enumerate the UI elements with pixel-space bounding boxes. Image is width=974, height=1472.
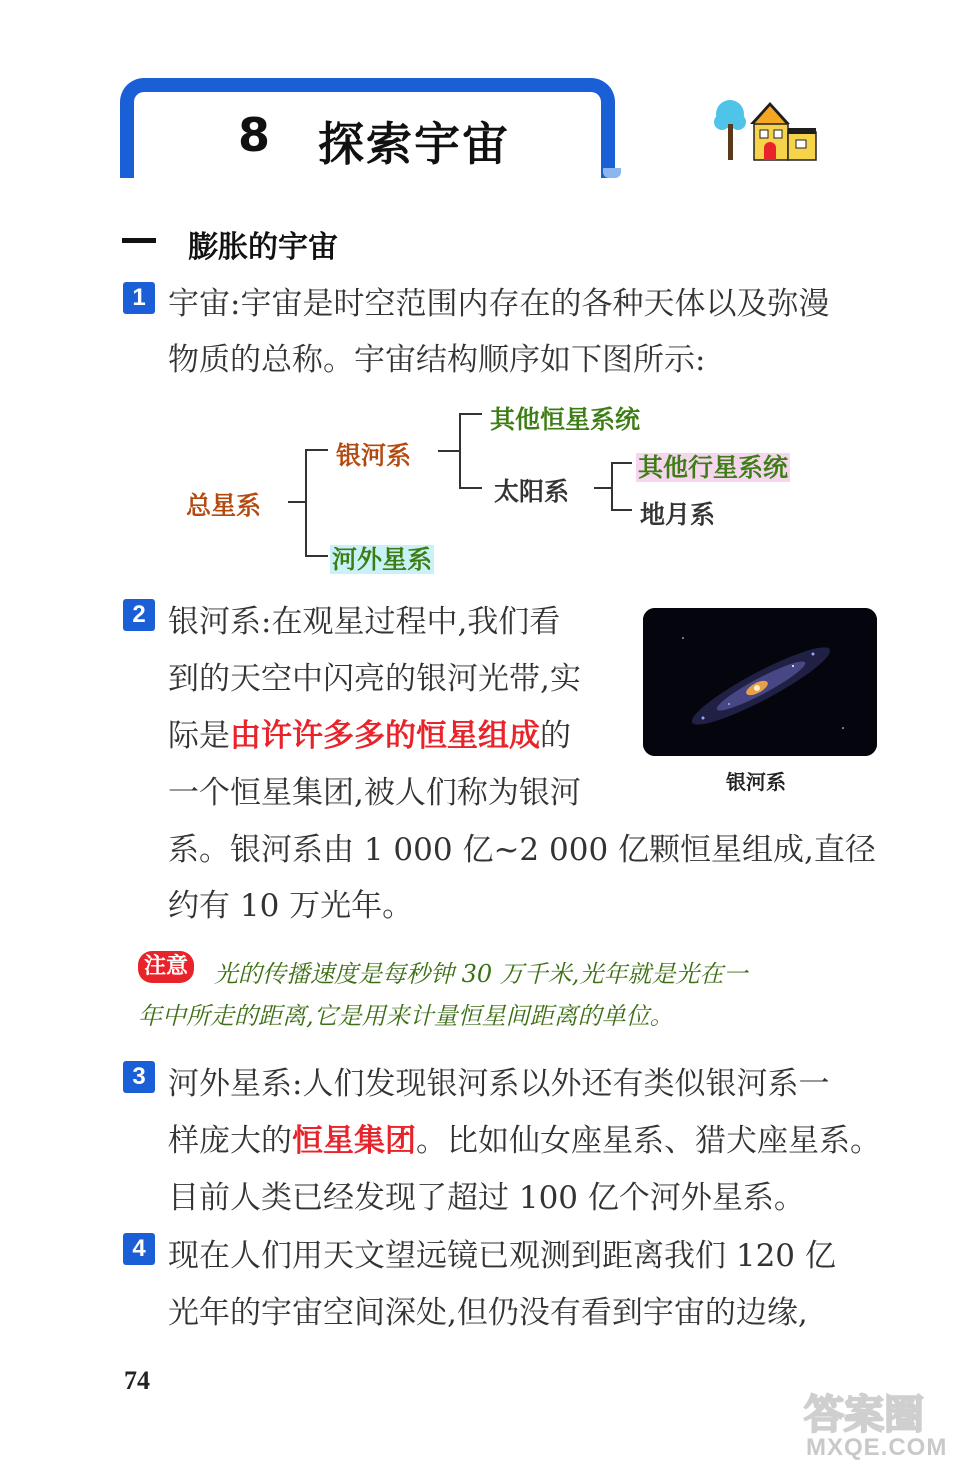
paragraph-line-mixed	[168, 710, 571, 755]
section-title: 膨胀的宇宙	[188, 230, 338, 265]
emphasis-text: 恒星集团	[292, 1123, 416, 1159]
text-run: 际是	[168, 718, 230, 754]
item-number-badge: 1	[123, 282, 155, 314]
house-tree-icon	[714, 96, 818, 162]
tree-node-other-planet-systems: 其他行星系统	[638, 453, 789, 482]
text-run: 样庞大的	[168, 1123, 292, 1159]
item-number-badge: 3	[123, 1061, 155, 1093]
tree-node-extragalactic: 河外星系	[332, 545, 433, 574]
paragraph-line: 约有 10 万光年。	[168, 888, 414, 924]
tree-node-milky-way: 银河系	[336, 441, 412, 470]
watermark-logo-text: 答案圈	[804, 1392, 924, 1438]
note-line: 年中所走的距离,它是用来计量恒星间距离的单位。	[138, 1002, 674, 1030]
paragraph-line: 目前人类已经发现了超过 100 亿个河外星系。	[168, 1180, 805, 1216]
note-badge: 注意	[138, 951, 194, 983]
item-number-badge: 4	[123, 1233, 155, 1265]
paragraph-line: 河外星系:人们发现银河系以外还有类似银河系一	[168, 1066, 830, 1102]
text-run: 的	[540, 718, 571, 754]
note-line: 光的传播速度是每秒钟 30 万千米,光年就是光在一	[214, 960, 748, 988]
paragraph-line: 系。银河系由 1 000 亿~2 000 亿颗恒星组成,直径	[168, 832, 876, 868]
paragraph-line: 现在人们用天文望远镜已观测到距离我们 120 亿	[168, 1238, 836, 1274]
chapter-number: 8	[238, 108, 271, 162]
item-number-badge: 2	[123, 599, 155, 631]
tree-node-earth-moon: 地月系	[640, 500, 716, 529]
paragraph-line-mixed	[168, 1115, 881, 1160]
paragraph-line: 物质的总称。宇宙结构顺序如下图所示:	[168, 342, 706, 378]
paragraph-line: 一个恒星集团,被人们称为银河	[168, 775, 581, 811]
text-run: 。比如仙女座星系、猎犬座星系。	[416, 1123, 881, 1159]
page-number: 74	[124, 1366, 150, 1395]
tree-node-solar-system: 太阳系	[494, 477, 570, 506]
watermark-text: MXQE.COM	[806, 1434, 948, 1461]
emphasis-text: 由许许多多的恒星组成	[230, 718, 540, 754]
paragraph-line: 光年的宇宙空间深处,但仍没有看到宇宙的边缘,	[168, 1295, 808, 1331]
paragraph-line: 银河系:在观星过程中,我们看	[168, 604, 561, 640]
galaxy-photo	[643, 608, 877, 756]
tree-node-other-star-systems: 其他恒星系统	[490, 405, 641, 434]
chapter-title: 探索宇宙	[318, 117, 510, 171]
paragraph-line: 宇宙:宇宙是时空范围内存在的各种天体以及弥漫	[168, 286, 830, 322]
tree-node-root: 总星系	[186, 491, 262, 520]
paragraph-line: 到的天空中闪亮的银河光带,实	[168, 661, 581, 697]
section-dash	[122, 238, 156, 243]
figure-caption: 银河系	[726, 770, 786, 794]
